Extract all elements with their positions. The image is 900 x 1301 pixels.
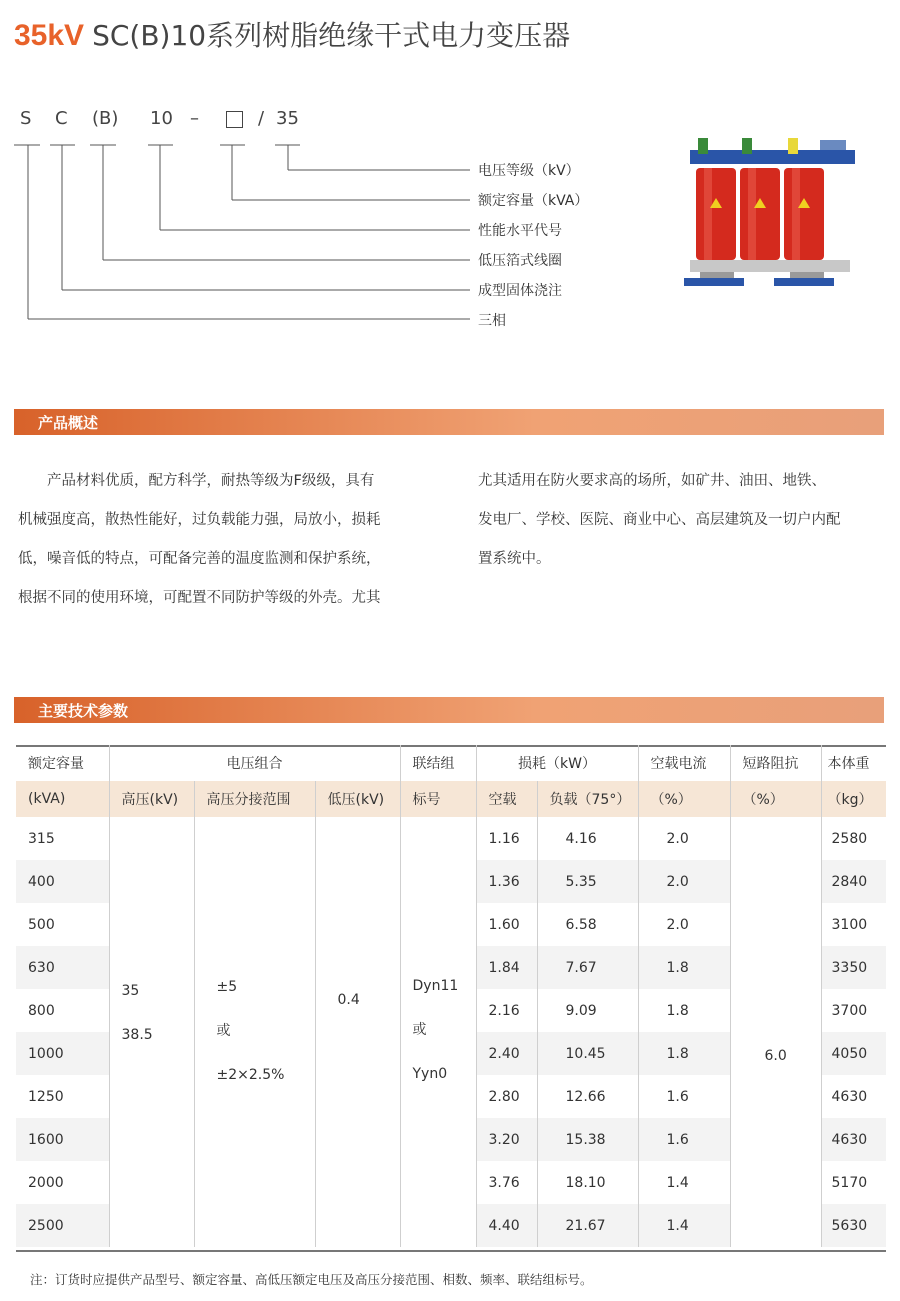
- cell-noload-current: 2.0: [638, 860, 730, 903]
- overview-left-column: [18, 462, 438, 618]
- code-10: 10: [150, 108, 173, 129]
- cell-noload-current: 1.6: [638, 1118, 730, 1161]
- overview-right-column: [478, 462, 893, 579]
- header-capacity: 额定容量: [28, 756, 84, 772]
- cell-connection-group: [400, 817, 476, 1247]
- cell-weight: 3700: [821, 989, 886, 1032]
- legend-foil-coil: 低压箔式线圈: [478, 253, 562, 269]
- hv-value: 35: [121, 983, 140, 999]
- legend-cast: 成型固体浇注: [478, 283, 562, 299]
- cell-capacity: 2500: [16, 1204, 109, 1247]
- cell-load-loss: 12.66: [537, 1075, 638, 1118]
- params-banner: [14, 697, 884, 723]
- cell-noload-loss: 1.84: [476, 946, 537, 989]
- header-current-unit: （%）: [638, 781, 730, 817]
- impedance-value: 6.0: [764, 1048, 787, 1064]
- cell-weight: 4630: [821, 1075, 886, 1118]
- header-noload-current: 空载电流: [638, 745, 730, 781]
- cell-load-loss: 15.38: [537, 1118, 638, 1161]
- cell-weight: 3350: [821, 946, 886, 989]
- cell-load-loss: 21.67: [537, 1204, 638, 1247]
- cell-weight: 4630: [821, 1118, 886, 1161]
- cell-noload-loss: 3.76: [476, 1161, 537, 1204]
- header-tap-range: 高压分接范围: [194, 781, 315, 817]
- header-hv: 高压(kV): [109, 781, 194, 817]
- header-impedance-unit: （%）: [730, 781, 821, 817]
- cell-noload-loss: 2.80: [476, 1075, 537, 1118]
- overview-line: 机械强度高，散热性能好，过负载能力强，局放小，损耗: [18, 512, 381, 528]
- code-s: S: [20, 108, 32, 129]
- cell-capacity: 1000: [16, 1032, 109, 1075]
- header-impedance: 短路阻抗: [730, 745, 821, 781]
- cell-noload-loss: 3.20: [476, 1118, 537, 1161]
- cell-capacity: 500: [28, 916, 55, 933]
- header-noload-loss: 空载: [476, 781, 537, 817]
- cell-capacity: 400: [16, 860, 109, 903]
- code-b: (B): [92, 108, 119, 129]
- title-text: SC(B)10系列树脂绝缘干式电力变压器: [92, 19, 571, 52]
- overview-line: 尤其适用在防火要求高的场所，如矿井、油田、地铁、: [478, 473, 826, 489]
- cell-load-loss: 6.58: [537, 903, 638, 946]
- legend-capacity: 额定容量（kVA）: [478, 193, 589, 209]
- cell-tap-range: [194, 817, 315, 1247]
- header-connection-group: 联结组: [400, 745, 476, 781]
- lv-value: 0.4: [337, 992, 360, 1008]
- header-lv: 低压(kV): [315, 781, 400, 817]
- cell-weight: 4050: [821, 1032, 886, 1075]
- header-voltage-combination: 电压组合: [109, 745, 400, 781]
- cell-noload-current: 1.8: [638, 946, 730, 989]
- code-35: 35: [276, 108, 299, 129]
- legend-voltage: 电压等级（kV）: [478, 163, 580, 179]
- params-heading: 主要技术参数: [38, 702, 129, 720]
- cell-weight: 5630: [821, 1204, 886, 1247]
- cell-load-loss: 4.16: [537, 817, 638, 860]
- code-dash: –: [190, 108, 199, 129]
- cell-noload-loss: 4.40: [476, 1204, 537, 1247]
- header-weight-unit: （kg）: [821, 781, 886, 817]
- cell-load-loss: 18.10: [537, 1161, 638, 1204]
- legend-three-phase: 三相: [478, 313, 506, 329]
- overview-line: 发电厂、学校、医院、商业中心、高层建筑及一切户内配: [478, 512, 841, 528]
- cell-noload-loss: 2.40: [476, 1032, 537, 1075]
- header-capacity-unit: (kVA): [16, 781, 109, 817]
- cell-capacity: 315: [28, 830, 55, 847]
- cell-noload-current: 1.4: [638, 1161, 730, 1204]
- cell-noload-current: 1.8: [638, 989, 730, 1032]
- cell-weight: 2840: [821, 860, 886, 903]
- title-prefix: 35kV: [14, 19, 85, 52]
- header-load-loss: 负载（75°）: [537, 781, 638, 817]
- tap-value: ±2×2.5%: [216, 1067, 285, 1083]
- cell-lv-voltage: [315, 817, 400, 1247]
- group-value: Yyn0: [412, 1066, 448, 1082]
- overview-line: 置系统中。: [478, 551, 551, 567]
- overview-heading: 产品概述: [38, 414, 99, 432]
- cell-noload-current: 2.0: [638, 817, 730, 860]
- table-bottom-rule: [16, 1250, 886, 1252]
- legend-performance: 性能水平代号: [478, 223, 562, 239]
- cell-weight: 5170: [821, 1161, 886, 1204]
- cell-load-loss: 5.35: [537, 860, 638, 903]
- cell-impedance: [730, 817, 821, 1247]
- overview-line: 根据不同的使用环境，可配置不同防护等级的外壳。尤其: [18, 590, 381, 606]
- cell-capacity: 800: [28, 1002, 55, 1019]
- group-value: Dyn11: [412, 978, 459, 994]
- header-losses: 损耗（kW）: [476, 745, 638, 781]
- header-weight: 本体重: [821, 745, 886, 781]
- cell-capacity: 1600: [16, 1118, 109, 1161]
- cell-load-loss: 10.45: [537, 1032, 638, 1075]
- cell-noload-loss: 2.16: [476, 989, 537, 1032]
- cell-noload-loss: 1.36: [476, 860, 537, 903]
- header-group-label: 标号: [400, 781, 476, 817]
- overview-line: 产品材料优质，配方科学，耐热等级为F级级，具有: [18, 473, 375, 489]
- tap-value: 或: [216, 1023, 231, 1039]
- cell-noload-current: 2.0: [638, 903, 730, 946]
- hv-value: 38.5: [121, 1027, 153, 1043]
- tap-value: ±5: [216, 979, 238, 995]
- model-code-leader-lines: [0, 0, 480, 330]
- overview-line: 低，噪音低的特点，可配备完善的温度监测和保护系统，: [18, 551, 381, 567]
- cell-capacity: 630: [16, 946, 109, 989]
- cell-weight: 3100: [821, 903, 886, 946]
- code-slash: /: [258, 108, 265, 129]
- cell-load-loss: 9.09: [537, 989, 638, 1032]
- cell-noload-loss: 1.16: [476, 817, 537, 860]
- cell-noload-loss: 1.60: [476, 903, 537, 946]
- cell-capacity: 2000: [28, 1174, 64, 1191]
- order-note: 注：订货时应提供产品型号、额定容量、高低压额定电压及高压分接范围、相数、频率、联结组标号。: [30, 1272, 593, 1287]
- cell-noload-current: 1.8: [638, 1032, 730, 1075]
- cell-noload-current: 1.4: [638, 1204, 730, 1247]
- cell-noload-current: 1.6: [638, 1075, 730, 1118]
- transformer-image: [680, 130, 870, 300]
- spec-table: [16, 745, 886, 1247]
- cell-hv-voltage: [109, 817, 194, 1247]
- code-c: C: [55, 108, 68, 129]
- cell-weight: 2580: [821, 817, 886, 860]
- cell-load-loss: 7.67: [537, 946, 638, 989]
- overview-banner: [14, 409, 884, 435]
- cell-capacity: 1250: [28, 1088, 64, 1105]
- group-value: 或: [412, 1022, 427, 1038]
